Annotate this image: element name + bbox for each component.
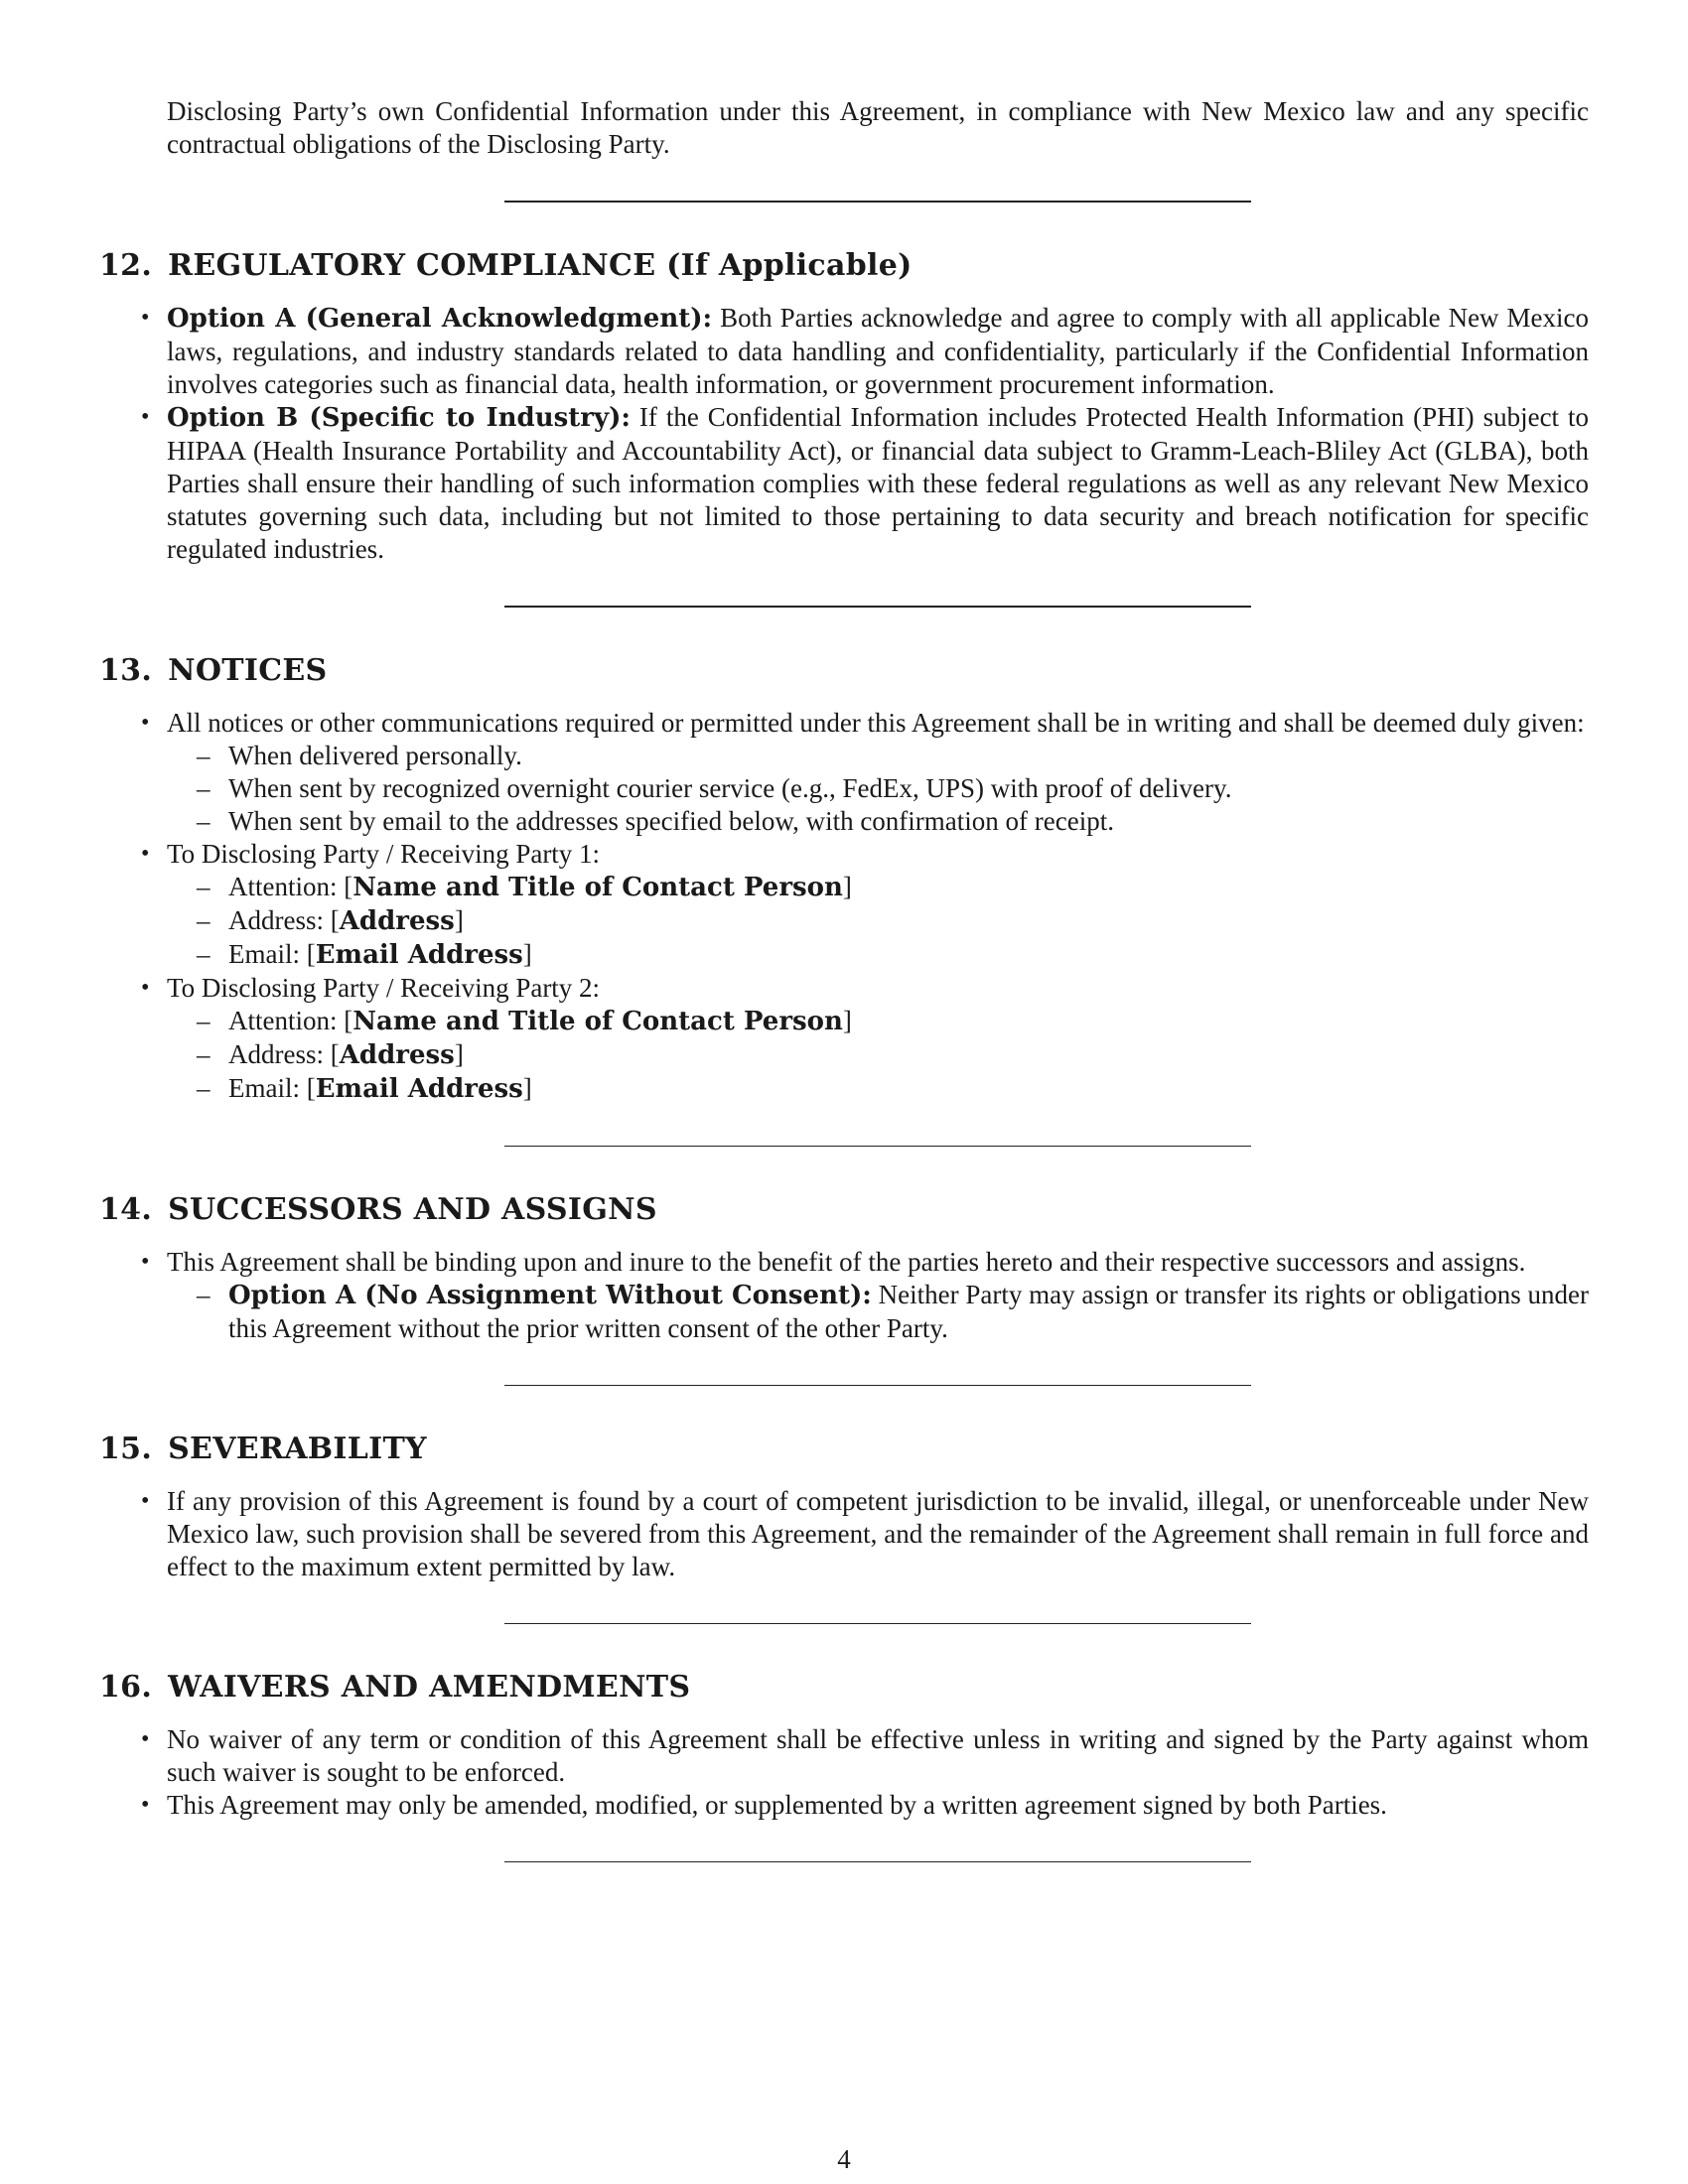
section-title: NOTICES — [168, 653, 328, 688]
section-heading-16 — [99, 1668, 1589, 1707]
option-label: Option B (Specific to Industry): — [167, 403, 631, 433]
sub-list-item: – Address: [Address] — [228, 904, 1589, 938]
party-label: To Disclosing Party / Receiving Party 2: — [167, 973, 601, 1003]
list-item: • No waiver of any term or condition of this Agreement shall be effective unless in writing and signed by the Party against whom such waiver is sought to be enforced. — [167, 1723, 1589, 1789]
section-heading-15 — [99, 1430, 1589, 1469]
field-label: Attention: — [228, 1006, 345, 1035]
section-divider — [504, 1861, 1251, 1862]
party-1-details — [167, 871, 1589, 972]
option-label: Option A (No Assignment Without Consent): — [228, 1281, 872, 1310]
section-divider — [504, 1623, 1251, 1624]
list-item: • If any provision of this Agreement is found by a court of competent jurisdiction to be invalid, illegal, or unenforceable under New Mexico law, such provision shall be severed from this Agreement, and the remainder of the Agreement shall remain in full force and effect to the maximum extent permitted by law. — [167, 1485, 1589, 1583]
list-item: • This Agreement may only be amended, modified, or supplemented by a written agreement signed by both Parties. — [167, 1789, 1589, 1822]
field-label: Email: — [228, 939, 307, 969]
section-divider — [504, 201, 1251, 203]
section-divider — [504, 1385, 1251, 1386]
placeholder-value: Address — [339, 906, 455, 936]
list-item — [167, 302, 1589, 401]
option-text: Neither Party may assign or transfer its rights or obligations under this Agreement without the prior written consent of the other Party. — [228, 1280, 1590, 1343]
sub-list-item: – When sent by email to the addresses specified below, with confirmation of receipt. — [228, 805, 1589, 838]
section-12-list — [99, 302, 1589, 566]
clause-text: This Agreement shall be binding upon and inure to the benefit of the parties hereto and their respective successors and assigns. — [167, 1247, 1526, 1277]
section-title: SUCCESSORS AND ASSIGNS — [168, 1192, 657, 1227]
section-heading-14 — [99, 1190, 1589, 1230]
sub-list-item: – When delivered personally. — [228, 740, 1589, 772]
section-divider — [504, 1146, 1251, 1147]
section-title: WAIVERS AND AMENDMENTS — [168, 1670, 691, 1705]
list-item — [167, 707, 1589, 838]
section-15-list — [99, 1485, 1589, 1583]
placeholder-value: Address — [339, 1040, 455, 1070]
field-label: Address: — [228, 1039, 331, 1069]
sub-list-item: – Email: [Email Address] — [228, 1072, 1589, 1106]
section-number: 15. — [99, 1432, 153, 1466]
option-text: If the Confidential Information includes Protected Health Information (PHI) subject to HIPAA (Health Insurance Portability and Accountability Act), or financial data subject to Gramm-Leach-Bliley Act (GLBA), both Parties shall ensure their handling of such information complies with these federal regulations as well as any relevant New Mexico statutes governing such data, including but not limited to those pertaining to data security and breach notification for specific regulated industries. — [167, 402, 1589, 564]
section-heading-12 — [99, 246, 1589, 286]
list-item — [167, 1246, 1589, 1345]
page-number: 4 — [837, 2144, 851, 2174]
notice-intro: All notices or other communications required or permitted under this Agreement shall be in writing and shall be deemed duly given: — [167, 708, 1585, 738]
list-item — [167, 401, 1589, 566]
placeholder-value: Name and Title of Contact Person — [352, 873, 843, 902]
sub-list-item: – When sent by recognized overnight courier service (e.g., FedEx, UPS) with proof of delivery. — [228, 772, 1589, 805]
section-16-list — [99, 1723, 1589, 1822]
intro-paragraph: Disclosing Party’s own Confidential Information under this Agreement, in compliance with New Mexico law and any specific contractual obligations of the Disclosing Party. — [167, 96, 1589, 159]
section-number: 13. — [99, 653, 153, 688]
list-item — [167, 838, 1589, 972]
field-label: Email: — [228, 1073, 307, 1103]
section-13-list — [99, 707, 1589, 1106]
section-title: REGULATORY COMPLIANCE (If Applicable) — [168, 248, 913, 283]
section-divider — [504, 606, 1251, 608]
option-label: Option A (General Acknowledgment): — [167, 304, 713, 334]
sub-list-item: – Attention: [Name and Title of Contact Person] — [228, 1005, 1589, 1038]
field-label: Address: — [228, 905, 331, 935]
placeholder-value: Email Address — [315, 940, 523, 970]
party-2-details — [167, 1005, 1589, 1106]
sub-list-item: – Email: [Email Address] — [228, 938, 1589, 972]
section-heading-13 — [99, 651, 1589, 691]
section-number: 14. — [99, 1192, 153, 1227]
section-title: SEVERABILITY — [168, 1432, 427, 1466]
placeholder-value: Name and Title of Contact Person — [352, 1007, 843, 1036]
party-label: To Disclosing Party / Receiving Party 1: — [167, 839, 601, 869]
page-content — [99, 95, 1589, 1862]
notice-methods — [167, 740, 1589, 838]
option-text: Both Parties acknowledge and agree to comply with all applicable New Mexico laws, regulations, and industry standards related to data handling and confidentiality, particularly if the Confidential Information involves categories such as financial data, health information, or government procurement information. — [167, 303, 1590, 399]
sub-list-item: – Attention: [Name and Title of Contact Person] — [228, 871, 1589, 904]
sub-list-item: – Address: [Address] — [228, 1038, 1589, 1072]
placeholder-value: Email Address — [315, 1074, 523, 1104]
sub-list-item — [228, 1279, 1589, 1345]
field-label: Attention: — [228, 872, 345, 901]
section-number: 16. — [99, 1670, 153, 1705]
section-number: 12. — [99, 248, 153, 283]
section-14-options — [167, 1279, 1589, 1345]
section-14-list — [99, 1246, 1589, 1345]
list-item — [167, 972, 1589, 1106]
